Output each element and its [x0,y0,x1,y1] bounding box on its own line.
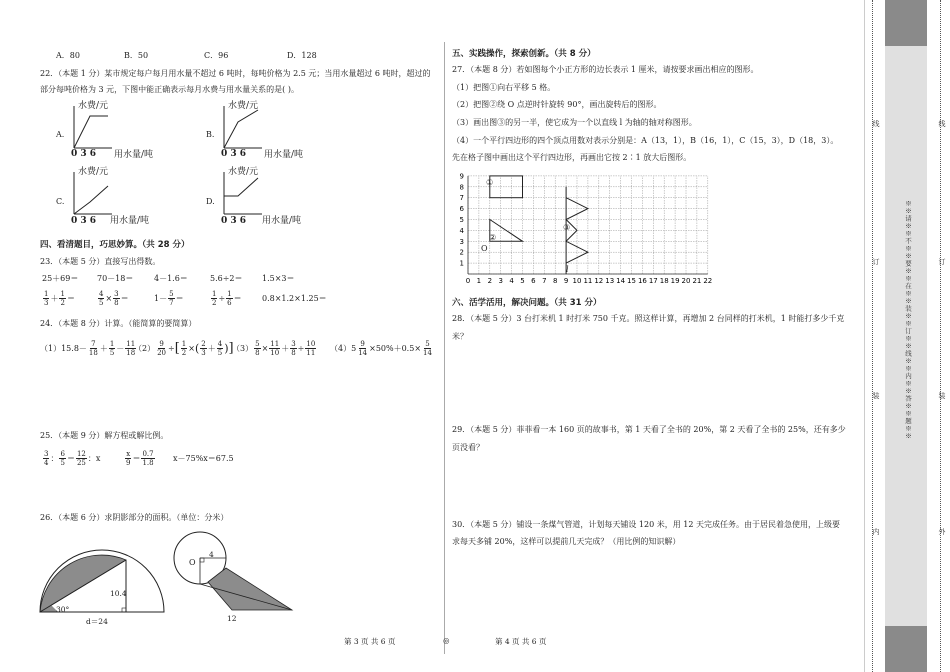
q22-b-ticks: 0 3 6 [221,149,247,159]
q26-fig1-angle: 30° [56,605,70,614]
q27-line3: （2）把图②绕 O 点逆时针旋转 90°，画出旋转后的图形。 [452,100,662,109]
q28-line2: 米？ [452,332,468,341]
grid-y-tick: 1 [459,259,464,268]
grid-y-tick: 5 [459,216,464,224]
binding-bar-bottom [885,626,927,672]
binding-mark-nei: 内 [872,528,880,536]
grid-x-tick: 12 [594,277,604,285]
q22-d-y-label: 水费/元 [228,167,259,177]
grid-x-tick: 16 [637,277,647,285]
footer-page-left: 第 3 页 共 6 页 [344,637,396,646]
column-divider [444,42,445,654]
q23-item-1: 25＋69＝ [42,274,79,283]
binding-mark-ding-right: 订 [938,258,946,266]
q22-b-x-label: 用水量/吨 [264,150,304,160]
grid-x-tick: 5 [520,277,525,285]
q30-line1: 30．（本题 5 分）铺设一条煤气管道，计划每天铺设 120 米，用 12 天完成任务。由于居民着急使用，上级要 [452,520,840,529]
q23-item-9: $\frac{1}{2}$ ÷ $\frac{1}{6}$ ＝ [212,290,242,307]
section-4-title: 四、看清题目，巧思妙算。（共 28 分） [40,240,190,250]
binding-bar-top [885,0,927,46]
q23-item-7: $\frac{4}{5}$ × $\frac{3}{8}$ ＝ [99,290,129,307]
q29-line1: 29．（本题 5 分）菲菲看一本 160 页的故事书，第 1 天看了全书的 20%，第 2 天看了全书的 25%，还有多少 [452,425,846,434]
q22-option-a-label: A. [56,130,65,139]
q23-item-3: 4－1.6＝ [154,274,188,283]
q25-equation-2: $\frac{x}{9}$ ＝ $\frac{0.7}{1.8}$ [126,450,154,467]
q21-option-c: C．96 [204,51,229,60]
grid-x-tick: 17 [648,277,658,285]
q23-item-6: $\frac{1}{3}$ ＋ $\frac{1}{2}$ ＝ [44,290,75,307]
grid-x-tick: 11 [583,277,593,285]
grid-x-tick: 19 [670,277,680,285]
q26-fig2-base: 12 [227,614,237,623]
q26-fig1-height: 10.4 [110,589,127,598]
q23-title: 23．（本题 5 分）直接写出得数。 [40,257,161,266]
q21-option-d: D．128 [287,51,317,60]
binding-mark-line-right: 线 [938,120,946,128]
footer-page-right: 第 4 页 共 6 页 [495,637,547,646]
binding-mark-zhuang-left: 装 [872,392,880,400]
grid-x-tick: 7 [542,277,547,285]
q27-line-l: l [566,265,569,274]
q23-item-8: 1－ $\frac{5}{7}$ ＝ [154,290,184,307]
q22-text-line2: 部分每吨价格为 3 元，下图中能正确表示每月水费与用水量关系的是( )。 [40,85,299,94]
grid-x-tick: 20 [681,277,691,285]
q22-a-ticks: 0 3 6 [71,149,97,159]
q22-c-x-label: 用水量/吨 [110,216,150,226]
q26-fig2-center: O [189,558,196,567]
grid-x-tick: 15 [627,277,636,285]
q24-problem-3: （3） $\frac{5}{8}$ × $\frac{11}{10}$ ＋ $\frac{3}{8}$ ÷ $\frac{10}{11}$ [232,340,316,357]
grid-x-tick: 0 [465,277,471,285]
grid-y-tick: 3 [459,237,464,246]
q22-c-y-label: 水费/元 [78,167,109,177]
q23-item-2: 70－18＝ [97,274,134,283]
q22-option-d-label: D. [206,197,215,206]
q27-line6: 先在格子图中画出这个平行四边形，再画出它按 2∶1 放大后图形。 [452,153,692,162]
q27-shape2-label: ② [489,233,497,242]
q29-line2: 页没看？ [452,443,484,452]
binding-mark-zhuang-right: 装 [938,392,946,400]
q22-d-x-label: 用水量/吨 [262,216,302,226]
q25-equation-1: $\frac{3}{4}$ ： $\frac{6}{5}$ ＝ $\frac{12}{25}$ ：x [44,450,101,467]
binding-mark-line-left: 线 [872,120,880,128]
q24-problem-4: （4） 5 $\frac{9}{14}$ ×50%＋0.5× $\frac{5}{14}$ [330,340,432,357]
grid-x-tick: 2 [487,277,493,285]
q23-item-10: 0.8×1.2×1.25＝ [262,294,327,303]
q27-line5: （4）一个平行四边形的四个顶点用数对表示分别是：A（13，1），B（16，1），C（15，3），D（18，3）。 [452,136,839,145]
grid-x-tick: 6 [531,277,536,285]
q23-item-5: 1.5×3＝ [262,274,295,283]
q21-option-a: A．80 [56,51,80,60]
q23-item-4: 5.6÷2＝ [210,274,243,283]
q27-line4: （3）画出图③的另一半，使它成为一个以直线 l 为轴的轴对称图形。 [452,118,697,127]
grid-x-tick: 3 [498,277,503,285]
grid-y-tick: 7 [459,194,464,203]
binding-mark-ding-left: 订 [872,258,880,266]
binding-mark-wai: 外 [938,528,946,536]
footer-center-mark: ◎ [443,636,450,645]
grid-x-tick: 4 [509,277,514,285]
section-5-title: 五、实践操作，探索创新。（共 8 分） [452,49,596,59]
grid-x-tick: 9 [563,277,569,285]
q22-option-b-label: B. [206,130,215,139]
q26-figure-circle [170,528,300,618]
q26-title: 26．（本题 6 分）求阴影部分的面积。（单位：分米） [40,513,229,522]
q22-b-y-label: 水费/元 [228,101,259,111]
q21-option-b: B．50 [124,51,149,60]
grid-x-tick: 21 [692,277,702,285]
q22-d-ticks: 0 3 6 [221,216,247,226]
grid-x-tick: 8 [552,277,558,285]
q22-a-x-label: 用水量/吨 [114,150,154,160]
grid-y-tick: 4 [459,226,464,235]
binding-warning-text: ※※请※※不※※要※※在※※装※※订※※线※※内※※答※※题※※ [904,200,912,440]
grid-y-tick: 8 [459,183,464,192]
q26-fig2-radius: 4 [209,550,214,559]
q25-title: 25．（本题 9 分）解方程或解比例。 [40,431,169,440]
q24-title: 24．（本题 8 分）计算。（能简算的要简算） [40,319,197,328]
grid-y-tick: 9 [459,172,464,181]
q30-line2: 求每天多铺 20%，这样可以提前几天完成？（用比例的知识解） [452,537,681,546]
grid-x-tick: 10 [572,277,582,285]
grid-y-tick: 2 [459,248,464,257]
grid-x-tick: 18 [659,277,669,285]
q22-a-y-label: 水费/元 [78,101,109,111]
q27-shape3-label: ③ [563,223,571,232]
q27-line2: （1）把图①向右平移 5 格。 [452,83,556,92]
grid-x-tick: 22 [703,277,713,285]
grid-x-tick: 14 [616,277,626,285]
grid-y-tick: 6 [459,205,464,214]
q24-problem-1: （1） 15.8－ $\frac{7}{18}$ ＋ $\frac{1}{5}$ － $\frac{11}{18}$ [40,340,136,357]
q27-point-o: O [481,244,488,253]
section-6-title: 六、活学活用，解决问题。（共 31 分） [452,298,602,308]
q22-text-line1: 22．（本题 1 分）某市规定每户每月用水量不超过 6 吨时，每吨价格为 2.5 元；当用水量超过 6 吨时，超过的 [40,69,431,78]
grid-x-tick: 1 [476,277,482,285]
q27-line1: 27．（本题 8 分）若如图每个小正方形的边长表示 1 厘米，请按要求画出相应的图形。 [452,65,759,74]
q28-line1: 28．（本题 5 分）3 台打米机 1 时打米 750 千克。照这样计算，再增加 2 台同样的打米机，1 时能打多少千克 [452,314,845,323]
q26-fig1-diameter: d＝24 [86,617,108,626]
q22-c-ticks: 0 3 6 [71,216,97,226]
q27-shape1-label: ① [486,178,494,187]
q25-equation-3: x－75%x＝67.5 [173,454,234,463]
q24-problem-2: （2） $\frac{9}{20}$ ÷ [ $\frac{1}{2}$ × ( $\frac{2}{3}$ ＋ $\frac{4}{5}$ ) ] [134,340,234,357]
q22-option-c-label: C. [56,197,65,206]
grid-x-tick: 13 [605,277,615,285]
